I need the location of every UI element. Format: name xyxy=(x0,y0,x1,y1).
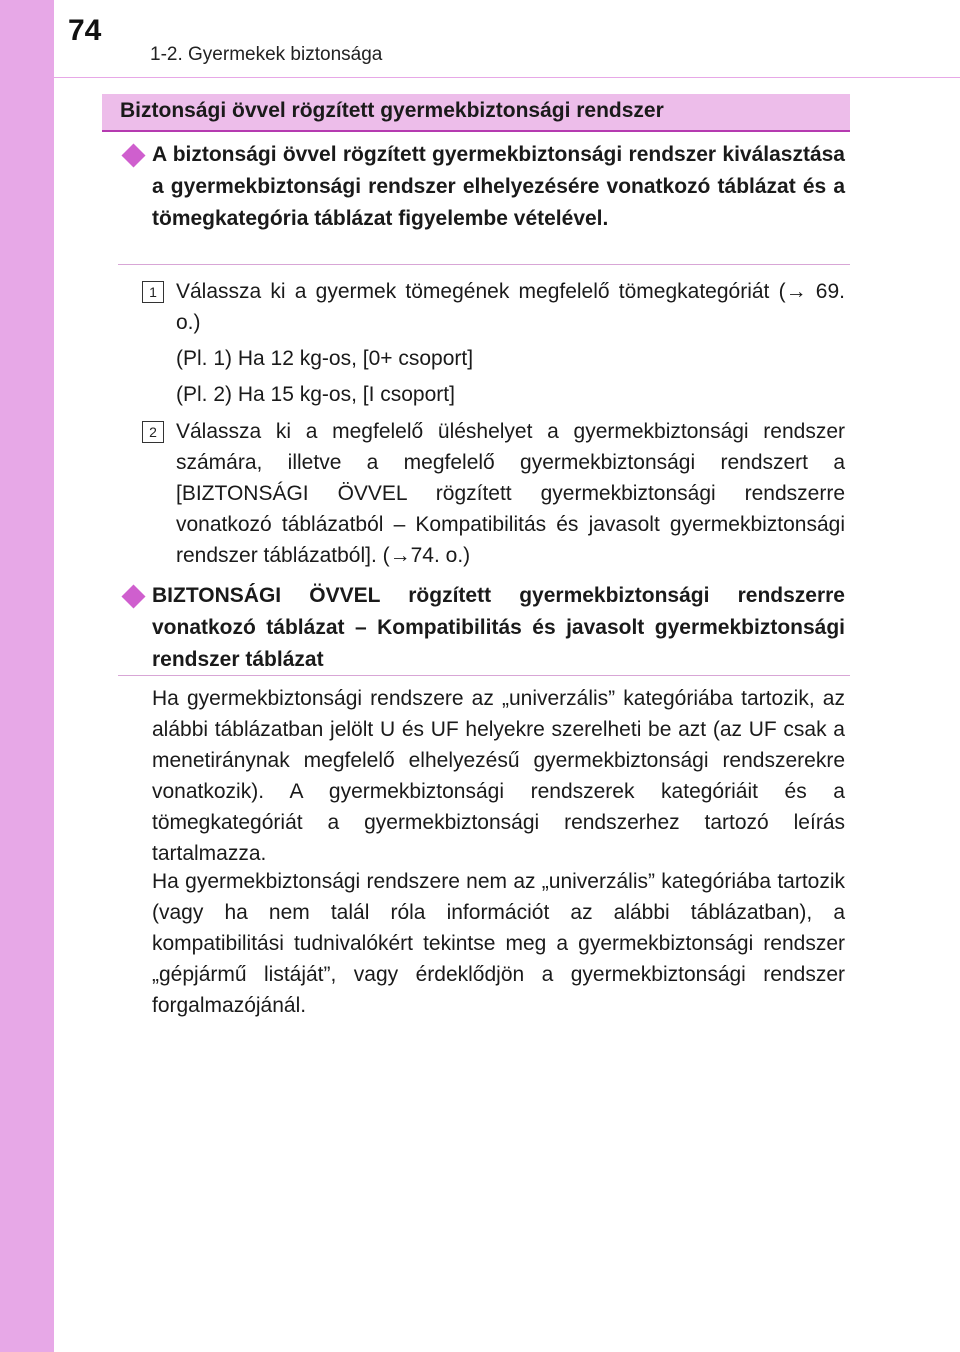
block1-heading: A biztonsági övvel rögzített gyermekbiztonsági rendszer kiválasztása a gyermekbiztonsági rendszer elhelyezésére vonatkozó táblázat és a tömegkategória táblázat figyelembe vételével. xyxy=(152,143,845,230)
block2-heading: BIZTONSÁGI ÖVVEL rögzített gyermekbiztonsági rendszerre vonatkozó táblázat – Kompatibilitás és javasolt gyermekbiztonsági rendszer táblázat xyxy=(152,584,845,671)
step-1-example-2: (Pl. 2) Ha 15 kg-os, [I csoport] xyxy=(176,383,455,406)
block2-divider xyxy=(118,675,850,676)
diamond-bullet-icon xyxy=(121,143,145,167)
running-head: 1-2. Gyermekek biztonsága xyxy=(150,44,383,65)
step-number-1: 1 xyxy=(142,281,164,303)
header-rule xyxy=(54,77,960,78)
block2-paragraph-2: Ha gyermekbiztonsági rendszere nem az „univerzális” kategóriába tartozik (vagy ha nem talál róla információt az alábbi táblázatban), a kompatibilitási tudnivalókért tekintse meg a gyermekbiztonsági rendszer „gépjármű listáját”, vagy érdeklődjön a gyermekbiztonsági rendszer forgalmazójánál. xyxy=(152,870,845,1017)
section-title: Biztonsági övvel rögzített gyermekbiztonsági rendszer xyxy=(120,99,664,122)
step-number-2: 2 xyxy=(142,421,164,443)
step-2-text: Válassza ki a megfelelő üléshelyet a gyermekbiztonsági rendszer számára, illetve a megfelelő gyermekbiztonsági rendszert a [BIZTONSÁGI ÖVVEL rögzített gyermekbiztonsági rendszerre vonatkozó táblázatból – Kompatibilitás és javasolt gyermekbiztonsági rendszer táblázatból]. (→74. o.) xyxy=(176,420,845,567)
block2-paragraph-1: Ha gyermekbiztonsági rendszere az „univerzális” kategóriába tartozik, az alábbi táblázatban jelölt U és UF helyekre szerelheti be azt (az UF csak a menetiránynak megfelelő elhelyezésű gyermekbiztonsági rendszerekre vonatkozik). A gyermekbiztonsági rendszerek kategóriáit és a tömegkategóriát a gyermekbiztonsági rendszerhez tartozó leírás tartalmazza. xyxy=(152,687,845,865)
block1-divider xyxy=(118,264,850,265)
step-1-example-1: (Pl. 1) Ha 12 kg-os, [0+ csoport] xyxy=(176,347,474,370)
step-1-text: Válassza ki a gyermek tömegének megfelelő tömegkategóriát (→ 69. o.) xyxy=(176,280,845,334)
page-number: 74 xyxy=(68,14,102,47)
section-title-bar xyxy=(102,94,850,132)
diamond-bullet-icon xyxy=(121,584,145,608)
side-color-strip xyxy=(0,0,54,1352)
